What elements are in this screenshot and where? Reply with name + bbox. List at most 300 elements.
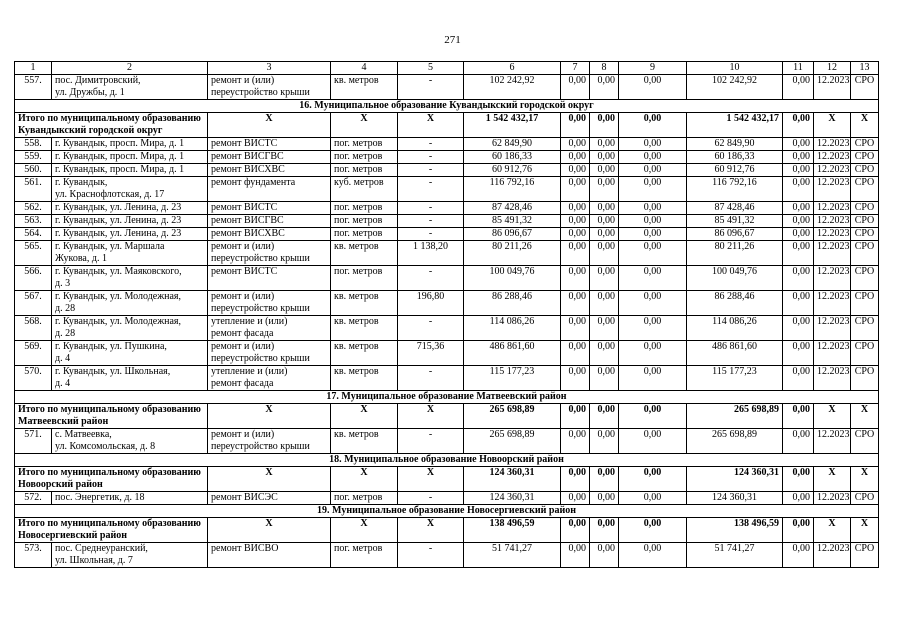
quantity: -	[398, 202, 464, 215]
item-number: 566.	[15, 266, 52, 291]
other-funds: 0,00	[783, 266, 814, 291]
total-cost: 116 792,16	[464, 177, 561, 202]
work-type: ремонт ВИСЭС	[208, 492, 331, 505]
work-type: Х	[208, 404, 331, 429]
work-type: ремонт и (или) переустройство крыши	[208, 75, 331, 100]
deadline: 12.2023	[814, 241, 851, 266]
table-row	[15, 291, 879, 316]
other-funds: 0,00	[783, 75, 814, 100]
total-cost: 486 861,60	[464, 341, 561, 366]
work-type: ремонт и (или) переустройство крыши	[208, 429, 331, 454]
quantity: Х	[398, 467, 464, 492]
subtotal-label: Итого по муниципальному образованию Кувандыкский городской округ	[15, 113, 208, 138]
section-title: 17. Муниципальное образование Матвеевский район	[15, 391, 879, 404]
unit: пог. метров	[331, 543, 398, 568]
executor: СРО	[851, 151, 879, 164]
other-funds: 0,00	[783, 228, 814, 241]
regional-budget: 0,00	[590, 215, 619, 228]
owners-funds: 114 086,26	[687, 316, 783, 341]
deadline: Х	[814, 113, 851, 138]
executor: Х	[851, 467, 879, 492]
item-number: 572.	[15, 492, 52, 505]
column-number: 11	[783, 62, 814, 75]
local-budget: 0,00	[619, 151, 687, 164]
total-cost: 265 698,89	[464, 429, 561, 454]
regional-budget: 0,00	[590, 202, 619, 215]
fund-support: 0,00	[561, 291, 590, 316]
quantity: -	[398, 75, 464, 100]
item-number: 571.	[15, 429, 52, 454]
item-number: 570.	[15, 366, 52, 391]
local-budget: 0,00	[619, 429, 687, 454]
unit: кв. метров	[331, 341, 398, 366]
executor: СРО	[851, 429, 879, 454]
regional-budget: 0,00	[590, 543, 619, 568]
address: г. Кувандык, ул. Маяковского, д. 3	[52, 266, 208, 291]
other-funds: 0,00	[783, 202, 814, 215]
local-budget: 0,00	[619, 177, 687, 202]
other-funds: 0,00	[783, 177, 814, 202]
unit: пог. метров	[331, 138, 398, 151]
table-row	[15, 151, 879, 164]
other-funds: 0,00	[783, 164, 814, 177]
address: г. Кувандык, ул. Маршала Жукова, д. 1	[52, 241, 208, 266]
unit: кв. метров	[331, 366, 398, 391]
other-funds: 0,00	[783, 316, 814, 341]
address: г. Кувандык, просп. Мира, д. 1	[52, 164, 208, 177]
owners-funds: 265 698,89	[687, 404, 783, 429]
work-type: ремонт ВИСТС	[208, 266, 331, 291]
unit: Х	[331, 404, 398, 429]
owners-funds: 86 288,46	[687, 291, 783, 316]
deadline: 12.2023	[814, 266, 851, 291]
subtotal-label: Итого по муниципальному образованию Матвеевский район	[15, 404, 208, 429]
address: г. Кувандык, ул. Ленина, д. 23	[52, 228, 208, 241]
quantity: -	[398, 177, 464, 202]
unit: пог. метров	[331, 215, 398, 228]
subtotal-row	[15, 113, 879, 138]
regional-budget: 0,00	[590, 291, 619, 316]
item-number: 567.	[15, 291, 52, 316]
executor: Х	[851, 518, 879, 543]
local-budget: 0,00	[619, 138, 687, 151]
local-budget: 0,00	[619, 492, 687, 505]
other-funds: 0,00	[783, 366, 814, 391]
regional-budget: 0,00	[590, 228, 619, 241]
owners-funds: 87 428,46	[687, 202, 783, 215]
item-number: 569.	[15, 341, 52, 366]
regional-budget: 0,00	[590, 316, 619, 341]
unit: пог. метров	[331, 266, 398, 291]
quantity: -	[398, 228, 464, 241]
other-funds: 0,00	[783, 518, 814, 543]
other-funds: 0,00	[783, 543, 814, 568]
item-number: 562.	[15, 202, 52, 215]
unit: пог. метров	[331, 202, 398, 215]
local-budget: 0,00	[619, 467, 687, 492]
work-type: ремонт ВИСГВС	[208, 151, 331, 164]
address: г. Кувандык, ул. Школьная, д. 4	[52, 366, 208, 391]
fund-support: 0,00	[561, 467, 590, 492]
total-cost: 60 912,76	[464, 164, 561, 177]
unit: Х	[331, 467, 398, 492]
item-number: 564.	[15, 228, 52, 241]
unit: пог. метров	[331, 492, 398, 505]
fund-support: 0,00	[561, 492, 590, 505]
quantity: -	[398, 266, 464, 291]
unit: Х	[331, 518, 398, 543]
fund-support: 0,00	[561, 228, 590, 241]
table-row	[15, 429, 879, 454]
column-number: 2	[52, 62, 208, 75]
deadline: 12.2023	[814, 228, 851, 241]
deadline: 12.2023	[814, 177, 851, 202]
regional-budget: 0,00	[590, 404, 619, 429]
fund-support: 0,00	[561, 215, 590, 228]
page-number: 271	[444, 34, 461, 46]
local-budget: 0,00	[619, 228, 687, 241]
owners-funds: 62 849,90	[687, 138, 783, 151]
address: г. Кувандык, просп. Мира, д. 1	[52, 138, 208, 151]
section-title: 16. Муниципальное образование Кувандыкский городской округ	[15, 100, 879, 113]
item-number: 565.	[15, 241, 52, 266]
total-cost: 102 242,92	[464, 75, 561, 100]
column-number: 6	[464, 62, 561, 75]
other-funds: 0,00	[783, 241, 814, 266]
quantity: -	[398, 138, 464, 151]
subtotal-label: Итого по муниципальному образованию Новосергиевский район	[15, 518, 208, 543]
other-funds: 0,00	[783, 492, 814, 505]
deadline: Х	[814, 404, 851, 429]
unit: кв. метров	[331, 241, 398, 266]
table-row	[15, 164, 879, 177]
work-type: утепление и (или) ремонт фасада	[208, 366, 331, 391]
local-budget: 0,00	[619, 518, 687, 543]
column-number: 4	[331, 62, 398, 75]
capital-repair-table	[14, 61, 879, 568]
table-row	[15, 202, 879, 215]
deadline: 12.2023	[814, 151, 851, 164]
executor: СРО	[851, 241, 879, 266]
column-number: 12	[814, 62, 851, 75]
local-budget: 0,00	[619, 113, 687, 138]
other-funds: 0,00	[783, 291, 814, 316]
total-cost: 60 186,33	[464, 151, 561, 164]
other-funds: 0,00	[783, 113, 814, 138]
fund-support: 0,00	[561, 138, 590, 151]
local-budget: 0,00	[619, 404, 687, 429]
total-cost: 86 096,67	[464, 228, 561, 241]
fund-support: 0,00	[561, 164, 590, 177]
deadline: 12.2023	[814, 366, 851, 391]
fund-support: 0,00	[561, 113, 590, 138]
address: г. Кувандык, ул. Молодежная, д. 28	[52, 316, 208, 341]
fund-support: 0,00	[561, 151, 590, 164]
owners-funds: 1 542 432,17	[687, 113, 783, 138]
quantity: -	[398, 215, 464, 228]
work-type: ремонт ВИСВО	[208, 543, 331, 568]
regional-budget: 0,00	[590, 151, 619, 164]
owners-funds: 60 186,33	[687, 151, 783, 164]
unit: кв. метров	[331, 429, 398, 454]
quantity: -	[398, 164, 464, 177]
owners-funds: 116 792,16	[687, 177, 783, 202]
table-row	[15, 215, 879, 228]
local-budget: 0,00	[619, 215, 687, 228]
executor: СРО	[851, 543, 879, 568]
work-type: ремонт и (или) переустройство крыши	[208, 291, 331, 316]
unit: пог. метров	[331, 151, 398, 164]
item-number: 568.	[15, 316, 52, 341]
owners-funds: 124 360,31	[687, 492, 783, 505]
unit: куб. метров	[331, 177, 398, 202]
regional-budget: 0,00	[590, 138, 619, 151]
subtotal-row	[15, 518, 879, 543]
address: г. Кувандык, ул. Ленина, д. 23	[52, 215, 208, 228]
local-budget: 0,00	[619, 266, 687, 291]
section-heading-row	[15, 505, 879, 518]
work-type: ремонт фундамента	[208, 177, 331, 202]
work-type: Х	[208, 518, 331, 543]
executor: СРО	[851, 75, 879, 100]
deadline: 12.2023	[814, 202, 851, 215]
work-type: ремонт ВИСТС	[208, 138, 331, 151]
executor: Х	[851, 404, 879, 429]
deadline: 12.2023	[814, 543, 851, 568]
item-number: 560.	[15, 164, 52, 177]
quantity: -	[398, 429, 464, 454]
column-number: 5	[398, 62, 464, 75]
item-number: 557.	[15, 75, 52, 100]
deadline: 12.2023	[814, 138, 851, 151]
table-row	[15, 241, 879, 266]
item-number: 558.	[15, 138, 52, 151]
executor: СРО	[851, 138, 879, 151]
fund-support: 0,00	[561, 316, 590, 341]
total-cost: 265 698,89	[464, 404, 561, 429]
quantity: Х	[398, 518, 464, 543]
total-cost: 62 849,90	[464, 138, 561, 151]
work-type: ремонт ВИСГВС	[208, 215, 331, 228]
address: с. Матвеевка, ул. Комсомольская, д. 8	[52, 429, 208, 454]
regional-budget: 0,00	[590, 429, 619, 454]
column-number: 1	[15, 62, 52, 75]
regional-budget: 0,00	[590, 518, 619, 543]
owners-funds: 51 741,27	[687, 543, 783, 568]
regional-budget: 0,00	[590, 492, 619, 505]
table-row	[15, 316, 879, 341]
total-cost: 87 428,46	[464, 202, 561, 215]
column-number: 9	[619, 62, 687, 75]
other-funds: 0,00	[783, 429, 814, 454]
local-budget: 0,00	[619, 241, 687, 266]
other-funds: 0,00	[783, 467, 814, 492]
unit: Х	[331, 113, 398, 138]
owners-funds: 115 177,23	[687, 366, 783, 391]
local-budget: 0,00	[619, 543, 687, 568]
fund-support: 0,00	[561, 341, 590, 366]
owners-funds: 86 096,67	[687, 228, 783, 241]
total-cost: 51 741,27	[464, 543, 561, 568]
quantity: 1 138,20	[398, 241, 464, 266]
table-row	[15, 75, 879, 100]
address: г. Кувандык, ул. Краснофлотская, д. 17	[52, 177, 208, 202]
executor: Х	[851, 113, 879, 138]
deadline: 12.2023	[814, 215, 851, 228]
executor: СРО	[851, 341, 879, 366]
regional-budget: 0,00	[590, 467, 619, 492]
local-budget: 0,00	[619, 316, 687, 341]
local-budget: 0,00	[619, 341, 687, 366]
address: пос. Среднеуранский, ул. Школьная, д. 7	[52, 543, 208, 568]
regional-budget: 0,00	[590, 366, 619, 391]
owners-funds: 80 211,26	[687, 241, 783, 266]
section-heading-row	[15, 454, 879, 467]
table-row	[15, 228, 879, 241]
table-row	[15, 341, 879, 366]
section-heading-row	[15, 100, 879, 113]
subtotal-label: Итого по муниципальному образованию Новоорский район	[15, 467, 208, 492]
owners-funds: 486 861,60	[687, 341, 783, 366]
total-cost: 85 491,32	[464, 215, 561, 228]
quantity: -	[398, 151, 464, 164]
local-budget: 0,00	[619, 366, 687, 391]
section-title: 19. Муниципальное образование Новосергиевский район	[15, 505, 879, 518]
work-type: ремонт и (или) переустройство крыши	[208, 341, 331, 366]
quantity: -	[398, 492, 464, 505]
quantity: -	[398, 543, 464, 568]
column-number: 10	[687, 62, 783, 75]
deadline: 12.2023	[814, 316, 851, 341]
deadline: 12.2023	[814, 492, 851, 505]
fund-support: 0,00	[561, 202, 590, 215]
column-number: 8	[590, 62, 619, 75]
executor: СРО	[851, 164, 879, 177]
column-number: 3	[208, 62, 331, 75]
total-cost: 114 086,26	[464, 316, 561, 341]
regional-budget: 0,00	[590, 164, 619, 177]
regional-budget: 0,00	[590, 341, 619, 366]
total-cost: 80 211,26	[464, 241, 561, 266]
item-number: 573.	[15, 543, 52, 568]
quantity: -	[398, 366, 464, 391]
work-type: ремонт ВИСХВС	[208, 228, 331, 241]
other-funds: 0,00	[783, 151, 814, 164]
total-cost: 138 496,59	[464, 518, 561, 543]
table-row	[15, 177, 879, 202]
other-funds: 0,00	[783, 215, 814, 228]
owners-funds: 265 698,89	[687, 429, 783, 454]
quantity: Х	[398, 404, 464, 429]
owners-funds: 85 491,32	[687, 215, 783, 228]
owners-funds: 138 496,59	[687, 518, 783, 543]
subtotal-row	[15, 404, 879, 429]
address: г. Кувандык, ул. Молодежная, д. 28	[52, 291, 208, 316]
section-title: 18. Муниципальное образование Новоорский район	[15, 454, 879, 467]
item-number: 561.	[15, 177, 52, 202]
regional-budget: 0,00	[590, 75, 619, 100]
executor: СРО	[851, 366, 879, 391]
fund-support: 0,00	[561, 366, 590, 391]
address: г. Кувандык, просп. Мира, д. 1	[52, 151, 208, 164]
table-row	[15, 266, 879, 291]
unit: пог. метров	[331, 228, 398, 241]
other-funds: 0,00	[783, 138, 814, 151]
work-type: ремонт ВИСХВС	[208, 164, 331, 177]
local-budget: 0,00	[619, 202, 687, 215]
executor: СРО	[851, 177, 879, 202]
other-funds: 0,00	[783, 404, 814, 429]
total-cost: 1 542 432,17	[464, 113, 561, 138]
deadline: 12.2023	[814, 291, 851, 316]
column-number-row	[15, 62, 879, 75]
table-row	[15, 138, 879, 151]
deadline: 12.2023	[814, 341, 851, 366]
fund-support: 0,00	[561, 241, 590, 266]
address: пос. Димитровский, ул. Дружбы, д. 1	[52, 75, 208, 100]
local-budget: 0,00	[619, 164, 687, 177]
executor: СРО	[851, 202, 879, 215]
column-number: 7	[561, 62, 590, 75]
executor: СРО	[851, 291, 879, 316]
address: г. Кувандык, ул. Пушкина, д. 4	[52, 341, 208, 366]
fund-support: 0,00	[561, 429, 590, 454]
table-row	[15, 543, 879, 568]
local-budget: 0,00	[619, 75, 687, 100]
work-type: Х	[208, 467, 331, 492]
item-number: 559.	[15, 151, 52, 164]
executor: СРО	[851, 266, 879, 291]
unit: пог. метров	[331, 164, 398, 177]
deadline: Х	[814, 518, 851, 543]
owners-funds: 60 912,76	[687, 164, 783, 177]
deadline: 12.2023	[814, 429, 851, 454]
quantity: 715,36	[398, 341, 464, 366]
column-number: 13	[851, 62, 879, 75]
work-type: Х	[208, 113, 331, 138]
item-number: 563.	[15, 215, 52, 228]
owners-funds: 124 360,31	[687, 467, 783, 492]
table-row	[15, 366, 879, 391]
regional-budget: 0,00	[590, 241, 619, 266]
total-cost: 100 049,76	[464, 266, 561, 291]
executor: СРО	[851, 228, 879, 241]
other-funds: 0,00	[783, 341, 814, 366]
fund-support: 0,00	[561, 75, 590, 100]
executor: СРО	[851, 492, 879, 505]
work-type: утепление и (или) ремонт фасада	[208, 316, 331, 341]
work-type: ремонт и (или) переустройство крыши	[208, 241, 331, 266]
deadline: 12.2023	[814, 164, 851, 177]
quantity: Х	[398, 113, 464, 138]
regional-budget: 0,00	[590, 177, 619, 202]
unit: кв. метров	[331, 75, 398, 100]
total-cost: 115 177,23	[464, 366, 561, 391]
section-heading-row	[15, 391, 879, 404]
address: пос. Энергетик, д. 18	[52, 492, 208, 505]
executor: СРО	[851, 316, 879, 341]
regional-budget: 0,00	[590, 266, 619, 291]
total-cost: 124 360,31	[464, 467, 561, 492]
unit: кв. метров	[331, 291, 398, 316]
address: г. Кувандык, ул. Ленина, д. 23	[52, 202, 208, 215]
subtotal-row	[15, 467, 879, 492]
total-cost: 86 288,46	[464, 291, 561, 316]
fund-support: 0,00	[561, 518, 590, 543]
executor: СРО	[851, 215, 879, 228]
fund-support: 0,00	[561, 266, 590, 291]
quantity: 196,80	[398, 291, 464, 316]
